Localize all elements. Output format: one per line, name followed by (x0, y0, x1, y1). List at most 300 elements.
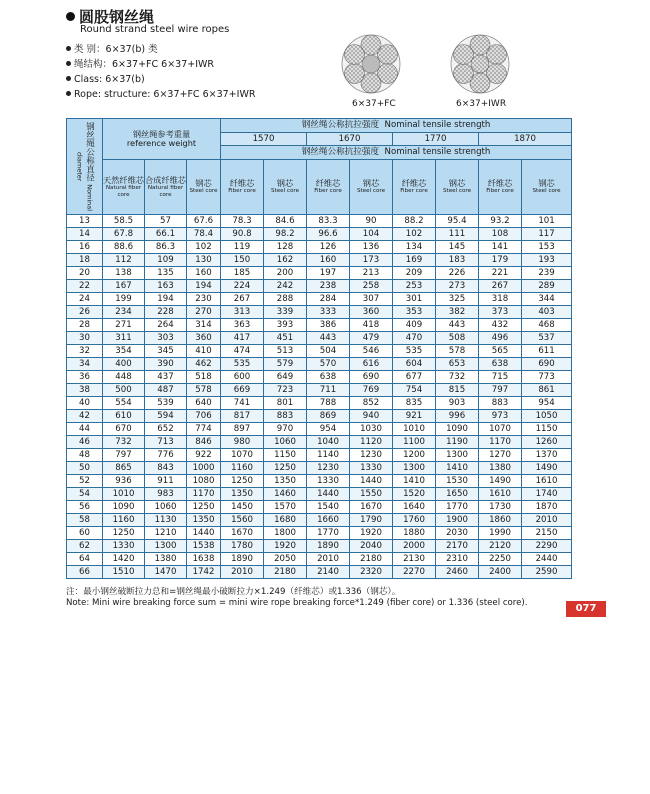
table-cell: 1890 (221, 553, 264, 566)
table-cell: 102 (187, 241, 221, 254)
table-cell: 1090 (436, 423, 479, 436)
title-text: 圆股钢丝绳 (79, 8, 155, 26)
table-cell: 474 (221, 345, 264, 358)
table-cell: 706 (187, 410, 221, 423)
table-cell: 193 (522, 254, 572, 267)
table-cell: 1610 (522, 475, 572, 488)
table-cell: 500 (103, 384, 145, 397)
table-cell: 1250 (103, 527, 145, 540)
table-row (67, 358, 572, 371)
table-cell: 1190 (436, 436, 479, 449)
table-row (67, 527, 572, 540)
table-cell: 448 (103, 371, 145, 384)
table-cell: 1420 (103, 553, 145, 566)
table-cell: 690 (350, 371, 393, 384)
footnote-en: Note: Mini wire breaking force sum = mini wire rope breaking force*1.249 (fiber core) or 1.336 (steel core). (66, 598, 528, 608)
table-cell: 86.3 (145, 241, 187, 254)
table-cell: 653 (436, 358, 479, 371)
table-row (67, 241, 572, 254)
table-cell: 773 (522, 371, 572, 384)
table-cell: 1330 (307, 475, 350, 488)
table-cell: 2140 (307, 566, 350, 579)
table-cell: 554 (103, 397, 145, 410)
table-cell: 1440 (187, 527, 221, 540)
table-cell: 754 (393, 384, 436, 397)
table-cell: 333 (307, 306, 350, 319)
table-cell: 325 (436, 293, 479, 306)
table-cell: 883 (264, 410, 307, 423)
rope-spec-table (66, 118, 572, 579)
table-cell: 922 (187, 449, 221, 462)
table-cell: 60 (67, 527, 103, 540)
table-cell: 861 (522, 384, 572, 397)
table-cell: 1490 (479, 475, 522, 488)
table-cell: 711 (307, 384, 350, 397)
table-cell: 897 (221, 423, 264, 436)
header-weight: 钢丝绳参考重量 reference weight (103, 119, 221, 160)
table-cell: 776 (145, 449, 187, 462)
table-cell: 1640 (393, 501, 436, 514)
table-cell: 258 (350, 280, 393, 293)
table-cell: 134 (393, 241, 436, 254)
table-cell: 224 (221, 280, 264, 293)
table-cell: 84.6 (264, 215, 307, 228)
table-cell: 1250 (187, 501, 221, 514)
table-cell: 801 (264, 397, 307, 410)
table-cell: 1010 (393, 423, 436, 436)
table-cell: 273 (436, 280, 479, 293)
table-cell: 1040 (307, 436, 350, 449)
table-cell: 1470 (145, 566, 187, 579)
table-cell: 88.2 (393, 215, 436, 228)
table-cell: 108 (479, 228, 522, 241)
table-cell: 1010 (103, 488, 145, 501)
table-cell: 1560 (221, 514, 264, 527)
table-cell: 162 (264, 254, 307, 267)
table-cell: 167 (103, 280, 145, 293)
table-cell: 1900 (436, 514, 479, 527)
table-cell: 16 (67, 241, 103, 254)
table-cell: 715 (479, 371, 522, 384)
table-cell: 443 (436, 319, 479, 332)
bullet-icon (66, 91, 71, 96)
bullet-icon (66, 46, 71, 51)
table-cell: 160 (187, 267, 221, 280)
table-row (67, 410, 572, 423)
table-cell: 111 (436, 228, 479, 241)
table-cell: 797 (479, 384, 522, 397)
table-cell: 1200 (393, 449, 436, 462)
grade-1670: 1670 (307, 133, 393, 146)
table-cell: 1890 (307, 540, 350, 553)
table-cell: 579 (264, 358, 307, 371)
table-cell: 136 (350, 241, 393, 254)
table-cell: 980 (221, 436, 264, 449)
table-cell: 1740 (522, 488, 572, 501)
grade-1870: 1870 (479, 133, 572, 146)
table-cell: 2010 (522, 514, 572, 527)
table-cell: 88.6 (103, 241, 145, 254)
table-cell: 437 (145, 371, 187, 384)
table-cell: 1370 (522, 449, 572, 462)
footnote (66, 587, 528, 609)
table-cell: 28 (67, 319, 103, 332)
table-row (67, 280, 572, 293)
table-cell: 537 (522, 332, 572, 345)
table-cell: 1870 (522, 501, 572, 514)
table-cell: 1670 (221, 527, 264, 540)
header-synthetic-fiber: 合成纤维芯 Natural fiber core (145, 160, 187, 215)
table-cell: 1170 (479, 436, 522, 449)
table-cell: 843 (145, 462, 187, 475)
table-cell: 179 (479, 254, 522, 267)
table-row (67, 371, 572, 384)
table-cell: 640 (187, 397, 221, 410)
table-cell: 93.2 (479, 215, 522, 228)
table-cell: 462 (187, 358, 221, 371)
table-cell: 57 (145, 215, 187, 228)
table-cell: 209 (393, 267, 436, 280)
table-cell: 1330 (103, 540, 145, 553)
table-cell: 670 (103, 423, 145, 436)
table-cell: 669 (221, 384, 264, 397)
table-cell: 264 (145, 319, 187, 332)
table-cell: 996 (436, 410, 479, 423)
table-cell: 242 (264, 280, 307, 293)
table-cell: 373 (479, 306, 522, 319)
table-cell: 600 (221, 371, 264, 384)
table-cell: 1350 (187, 514, 221, 527)
table-cell: 508 (436, 332, 479, 345)
table-cell: 2010 (307, 553, 350, 566)
table-cell: 267 (479, 280, 522, 293)
table-cell: 2590 (522, 566, 572, 579)
table-cell: 1410 (436, 462, 479, 475)
table-cell: 970 (264, 423, 307, 436)
table-cell: 578 (187, 384, 221, 397)
table-row (67, 306, 572, 319)
table-cell: 1350 (221, 488, 264, 501)
table-cell: 185 (221, 267, 264, 280)
table-cell: 1920 (264, 540, 307, 553)
table-cell: 2120 (479, 540, 522, 553)
spec-class-en: Class: 6×37(b) (66, 74, 145, 86)
table-cell: 451 (264, 332, 307, 345)
table-cell: 1800 (264, 527, 307, 540)
table-cell: 2130 (393, 553, 436, 566)
table-cell: 128 (264, 241, 307, 254)
table-cell: 52 (67, 475, 103, 488)
table-cell: 713 (145, 436, 187, 449)
table-cell: 883 (479, 397, 522, 410)
table-cell: 470 (393, 332, 436, 345)
table-cell: 160 (307, 254, 350, 267)
table-cell: 50 (67, 462, 103, 475)
table-cell: 2400 (479, 566, 522, 579)
table-cell: 846 (187, 436, 221, 449)
table-cell: 2000 (393, 540, 436, 553)
table-cell: 417 (221, 332, 264, 345)
table-cell: 432 (479, 319, 522, 332)
table-cell: 200 (264, 267, 307, 280)
table-cell: 774 (187, 423, 221, 436)
table-cell: 238 (307, 280, 350, 293)
table-cell: 78.4 (187, 228, 221, 241)
table-cell: 1780 (221, 540, 264, 553)
table-cell: 677 (393, 371, 436, 384)
table-cell: 197 (307, 267, 350, 280)
table-cell: 1230 (307, 462, 350, 475)
table-cell: 67.6 (187, 215, 221, 228)
table-cell: 173 (350, 254, 393, 267)
table-cell: 513 (264, 345, 307, 358)
table-cell: 649 (264, 371, 307, 384)
table-cell: 345 (145, 345, 187, 358)
table-cell: 1920 (350, 527, 393, 540)
table-cell: 741 (221, 397, 264, 410)
table-cell: 38 (67, 384, 103, 397)
table-cell: 58.5 (103, 215, 145, 228)
table-cell: 652 (145, 423, 187, 436)
table-cell: 150 (221, 254, 264, 267)
table-cell: 130 (187, 254, 221, 267)
table-cell: 14 (67, 228, 103, 241)
table-cell: 1080 (187, 475, 221, 488)
table-cell: 1150 (264, 449, 307, 462)
table-cell: 221 (479, 267, 522, 280)
table-cell: 1070 (221, 449, 264, 462)
table-cell: 169 (393, 254, 436, 267)
table-cell: 104 (350, 228, 393, 241)
table-cell: 2030 (436, 527, 479, 540)
header-fiber-core-1570: 纤维芯 Fiber core (221, 160, 264, 215)
table-cell: 109 (145, 254, 187, 267)
table-body (67, 215, 572, 579)
table-cell: 1770 (436, 501, 479, 514)
table-cell: 983 (145, 488, 187, 501)
table-cell: 732 (103, 436, 145, 449)
table-cell: 1380 (145, 553, 187, 566)
table-cell: 311 (103, 332, 145, 345)
table-cell: 307 (350, 293, 393, 306)
table-cell: 267 (221, 293, 264, 306)
table-cell: 1070 (479, 423, 522, 436)
table-cell: 788 (307, 397, 350, 410)
table-cell: 1150 (522, 423, 572, 436)
table-cell: 2050 (264, 553, 307, 566)
table-cell: 1530 (436, 475, 479, 488)
table-cell: 226 (436, 267, 479, 280)
table-cell: 42 (67, 410, 103, 423)
table-cell: 1880 (393, 527, 436, 540)
table-cell: 410 (187, 345, 221, 358)
table-cell: 32 (67, 345, 103, 358)
table-cell: 199 (103, 293, 145, 306)
table-row (67, 540, 572, 553)
table-cell: 400 (103, 358, 145, 371)
table-cell: 903 (436, 397, 479, 410)
table-cell: 230 (187, 293, 221, 306)
table-cell: 539 (145, 397, 187, 410)
table-cell: 138 (103, 267, 145, 280)
table-cell: 815 (436, 384, 479, 397)
bullet-icon (66, 76, 71, 81)
table-cell: 1300 (145, 540, 187, 553)
table-cell: 1660 (307, 514, 350, 527)
table-cell: 690 (522, 358, 572, 371)
table-cell: 344 (522, 293, 572, 306)
table-cell: 1330 (350, 462, 393, 475)
table-cell: 2310 (436, 553, 479, 566)
table-cell: 66 (67, 566, 103, 579)
table-cell: 301 (393, 293, 436, 306)
table-cell: 1170 (187, 488, 221, 501)
table-cell: 24 (67, 293, 103, 306)
table-cell: 1510 (103, 566, 145, 579)
table-cell: 1440 (350, 475, 393, 488)
grade-1570: 1570 (221, 133, 307, 146)
table-cell: 96.6 (307, 228, 350, 241)
table-cell: 1540 (307, 501, 350, 514)
table-cell: 1410 (393, 475, 436, 488)
header-steel-core: 钢芯 Steel core (187, 160, 221, 215)
table-cell: 1120 (350, 436, 393, 449)
header-strength-2: 钢丝绳公称抗拉强度 Nominal tensile strength (221, 146, 572, 160)
table-cell: 1742 (187, 566, 221, 579)
table-cell: 1300 (436, 449, 479, 462)
table-cell: 504 (307, 345, 350, 358)
table-cell: 1260 (522, 436, 572, 449)
table-cell: 1990 (479, 527, 522, 540)
rope-iwr-cross-section-icon (449, 33, 511, 95)
table-cell: 153 (522, 241, 572, 254)
table-cell: 112 (103, 254, 145, 267)
table-cell: 797 (103, 449, 145, 462)
table-cell: 479 (350, 332, 393, 345)
table-cell: 360 (350, 306, 393, 319)
table-cell: 303 (145, 332, 187, 345)
table-cell: 546 (350, 345, 393, 358)
spec-structure-en: Rope: structure: 6×37+FC 6×37+IWR (66, 89, 255, 101)
table-row (67, 449, 572, 462)
table-row (67, 462, 572, 475)
table-cell: 386 (307, 319, 350, 332)
table-cell: 604 (393, 358, 436, 371)
table-cell: 1610 (479, 488, 522, 501)
table-cell: 56 (67, 501, 103, 514)
table-cell: 2320 (350, 566, 393, 579)
table-cell: 1130 (145, 514, 187, 527)
table-cell: 318 (479, 293, 522, 306)
table-cell: 403 (522, 306, 572, 319)
header-steel-core-1570: 钢芯 Steel core (264, 160, 307, 215)
table-cell: 973 (479, 410, 522, 423)
table-row (67, 514, 572, 527)
table-cell: 339 (264, 306, 307, 319)
table-cell: 1440 (307, 488, 350, 501)
table-cell: 565 (479, 345, 522, 358)
table-cell: 98.2 (264, 228, 307, 241)
table-row (67, 501, 572, 514)
header-natural-fiber: 天然纤维芯 Natural fiber core (103, 160, 145, 215)
table-cell: 234 (103, 306, 145, 319)
table-cell: 1030 (350, 423, 393, 436)
table-cell: 284 (307, 293, 350, 306)
table-cell: 126 (307, 241, 350, 254)
table-cell: 1230 (350, 449, 393, 462)
header-steel-core-1870: 钢芯 Steel core (522, 160, 572, 215)
table-cell: 353 (393, 306, 436, 319)
table-cell: 183 (436, 254, 479, 267)
table-cell: 1300 (393, 462, 436, 475)
table-cell: 1538 (187, 540, 221, 553)
table-row (67, 553, 572, 566)
table-cell: 1160 (221, 462, 264, 475)
header-strength: 钢丝绳公称抗拉强度 Nominal tensile strength (221, 119, 572, 133)
table-row (67, 332, 572, 345)
table-cell: 363 (221, 319, 264, 332)
table-cell: 2170 (436, 540, 479, 553)
table-cell: 1680 (264, 514, 307, 527)
rope-fc-cross-section-icon (340, 33, 402, 95)
grade-1770: 1770 (393, 133, 479, 146)
table-cell: 2460 (436, 566, 479, 579)
bullet-icon (66, 61, 71, 66)
table-cell: 443 (307, 332, 350, 345)
table-cell: 954 (522, 397, 572, 410)
table-cell: 360 (187, 332, 221, 345)
table-row (67, 228, 572, 241)
table-cell: 921 (393, 410, 436, 423)
table-cell: 48 (67, 449, 103, 462)
rope-iwr-label: 6×37+IWR (456, 99, 507, 109)
table-cell: 911 (145, 475, 187, 488)
table-cell: 1250 (221, 475, 264, 488)
table-cell: 535 (393, 345, 436, 358)
table-cell: 30 (67, 332, 103, 345)
table-cell: 54 (67, 488, 103, 501)
table-cell: 64 (67, 553, 103, 566)
table-cell: 145 (436, 241, 479, 254)
header-steel-core-1670: 钢芯 Steel core (350, 160, 393, 215)
table-cell: 40 (67, 397, 103, 410)
table-row (67, 397, 572, 410)
table-cell: 616 (350, 358, 393, 371)
table-cell: 1160 (103, 514, 145, 527)
table-row (67, 566, 572, 579)
table-row (67, 488, 572, 501)
table-cell: 390 (145, 358, 187, 371)
table-row (67, 293, 572, 306)
table-cell: 393 (264, 319, 307, 332)
table-cell: 163 (145, 280, 187, 293)
header-fiber-core-1670: 纤维芯 Fiber core (307, 160, 350, 215)
table-cell: 270 (187, 306, 221, 319)
table-row (67, 345, 572, 358)
table-cell: 26 (67, 306, 103, 319)
table-cell: 239 (522, 267, 572, 280)
table-cell: 1770 (307, 527, 350, 540)
table-cell: 518 (187, 371, 221, 384)
table-cell: 1638 (187, 553, 221, 566)
table-cell: 67.8 (103, 228, 145, 241)
table-cell: 1210 (145, 527, 187, 540)
table-cell: 1450 (221, 501, 264, 514)
spec-class-cn: 类 别：6×37(b) 类 (66, 44, 158, 56)
table-cell: 78.3 (221, 215, 264, 228)
table-cell: 2150 (522, 527, 572, 540)
table-cell: 119 (221, 241, 264, 254)
